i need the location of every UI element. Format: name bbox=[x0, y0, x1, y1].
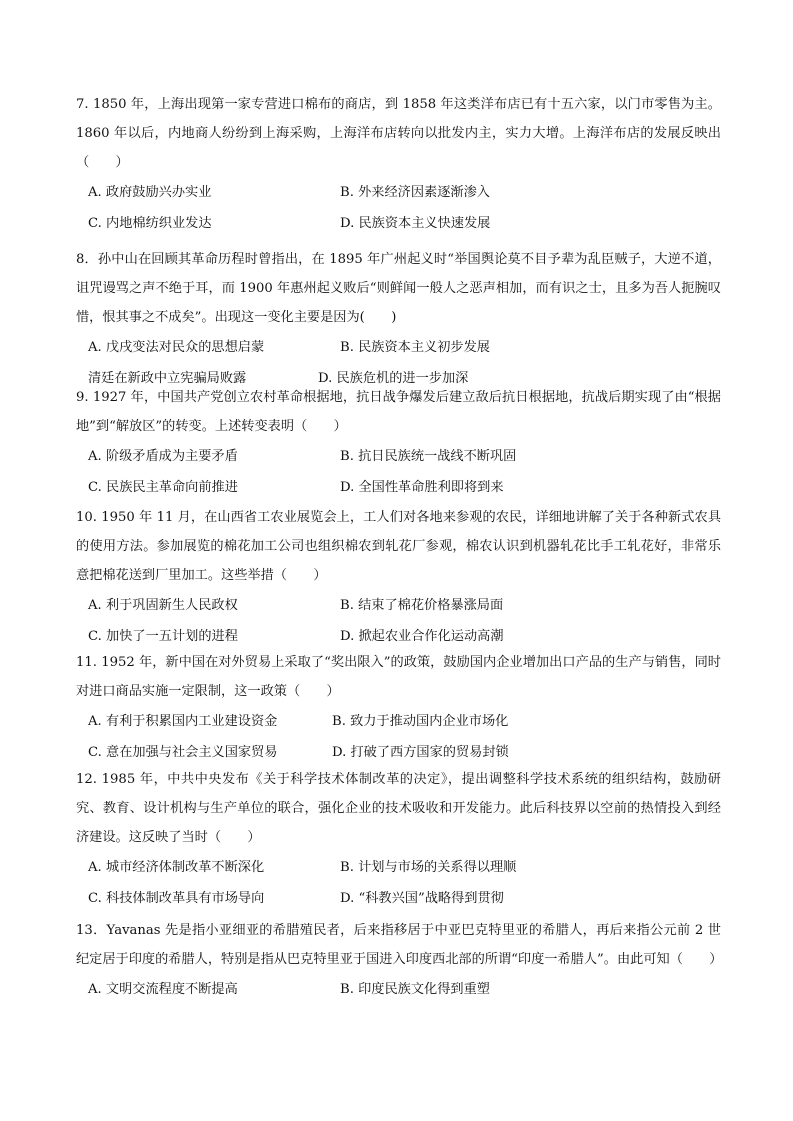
option-c: C. 内地棉纺织业发达 bbox=[88, 216, 212, 231]
options-row bbox=[76, 177, 721, 208]
option-a: A. 城市经济体制改革不断深化 bbox=[88, 860, 265, 875]
options-row bbox=[76, 974, 721, 1005]
option-c: C. 意在加强与社会主义国家贸易 bbox=[88, 745, 278, 760]
question-8 bbox=[76, 245, 721, 394]
question-7 bbox=[76, 90, 721, 239]
option-b: B. 民族资本主义初步发展 bbox=[340, 340, 490, 355]
option-b: B. 外来经济因素逐渐渗入 bbox=[340, 185, 490, 200]
option-c: C. 科技体制改革具有市场导向 bbox=[88, 891, 265, 906]
options-row bbox=[76, 441, 721, 472]
question-11 bbox=[76, 648, 721, 768]
question-9 bbox=[76, 383, 721, 503]
question-stem: 7. 1850 年，上海出现第一家专营进口棉布的商店，到 1858 年这类洋布店已有十五六家，以门市零售为主。1860 年以后，内地商人纷纷到上海采购，上海洋布店转向以批发内主，实力大增。上海洋布店的发展反映出（ ） bbox=[76, 97, 721, 170]
option-d: D. 全国性革命胜利即将到来 bbox=[340, 480, 504, 495]
option-a: A. 阶级矛盾成为主要矛盾 bbox=[88, 449, 238, 464]
option-a: A. 利于巩固新生人民政权 bbox=[88, 598, 238, 613]
option-b: B. 计划与市场的关系得以理顺 bbox=[340, 860, 517, 875]
options-row bbox=[76, 737, 721, 768]
question-stem: 10. 1950 年 11 月，在山西省工农业展览会上，工人们对各地来参观的农民，详细地讲解了关于各种新式农具的使用方法。参加展览的棉花加工公司也组织棉农到轧花厂参观，棉农认识到机器轧花比手工轧花好，非常乐意把棉花送到厂里加工。这些举措（ ） bbox=[76, 510, 721, 583]
options-row bbox=[76, 590, 721, 621]
option-b: B. 结束了棉花价格暴涨局面 bbox=[340, 598, 504, 613]
option-b: B. 致力于推动国内企业市场化 bbox=[332, 714, 509, 729]
question-12 bbox=[76, 765, 721, 914]
option-d: D. 民族资本主义快速发展 bbox=[340, 216, 491, 231]
options-row bbox=[76, 706, 721, 737]
question-13 bbox=[76, 916, 721, 1005]
option-c: C. 加快了一五计划的进程 bbox=[88, 629, 238, 644]
option-a: A. 文明交流程度不断提高 bbox=[88, 982, 238, 997]
options-row bbox=[76, 332, 721, 363]
option-a: A. 政府鼓励兴办实业 bbox=[88, 185, 212, 200]
question-10 bbox=[76, 503, 721, 652]
option-d: D. “科教兴国”战略得到贯彻 bbox=[340, 891, 504, 906]
question-stem: 12. 1985 年，中共中央发布《关于科学技术体制改革的决定》，提出调整科学技术系统的组织结构，鼓励研究、教育、设计机构与生产单位的联合，强化企业的技术吸收和开发能力。此后科技界以空前的热情投入到经济建设。这反映了当时（ ） bbox=[76, 772, 721, 845]
option-a: A. 有利于积累国内工业建设资金 bbox=[88, 714, 278, 729]
option-a: A. 戊戌变法对民众的思想启蒙 bbox=[88, 340, 265, 355]
option-b: B. 印度民族文化得到重塑 bbox=[340, 982, 490, 997]
options-row bbox=[76, 472, 721, 503]
option-c: 清廷在新政中立宪骗局败露 bbox=[88, 371, 247, 386]
question-stem: 13．Yavanas 先是指小亚细亚的希腊殖民者，后来指移居于中亚巴克特里亚的希腊人，再后来指公元前 2 世纪定居于印度的希腊人，特别是指从巴克特里亚于国进入印度西北部的所谓“印度一希腊人”。由此可知（ ） bbox=[76, 923, 723, 967]
option-b: B. 抗日民族统一战线不断巩固 bbox=[340, 449, 517, 464]
question-stem: 8．孙中山在回顾其革命历程时曾指出，在 1895 年广州起义时“举国舆论莫不目予辈为乱臣贼子，大逆不道，诅咒谩骂之声不绝于耳，而 1900 年惠州起义败后“则鲜闻一般人之恶声相加，而有识之士，且多为吾人扼腕叹惜，恨其事之不成矣”。出现这一变化主要是因为( ) bbox=[76, 252, 721, 325]
option-d: D. 掀起农业合作化运动高潮 bbox=[340, 629, 504, 644]
options-row bbox=[76, 208, 721, 239]
option-c: C. 民族民主革命向前推进 bbox=[88, 480, 238, 495]
question-stem: 9. 1927 年，中国共产党创立农村革命根据地，抗日战争爆发后建立敌后抗日根据地，抗战后期实现了由“根据地”到“解放区”的转变。上述转变表明（ ） bbox=[76, 390, 721, 434]
question-stem: 11. 1952 年，新中国在对外贸易上采取了“奖出限入”的政策，鼓励国内企业增加出口产品的生产与销售，同时对进口商品实施一定限制，这一政策（ ） bbox=[76, 655, 721, 699]
option-d: D. 民族危机的进一步加深 bbox=[318, 371, 469, 386]
options-row bbox=[76, 883, 721, 914]
option-d: D. 打破了西方国家的贸易封锁 bbox=[332, 745, 509, 760]
options-row bbox=[76, 852, 721, 883]
